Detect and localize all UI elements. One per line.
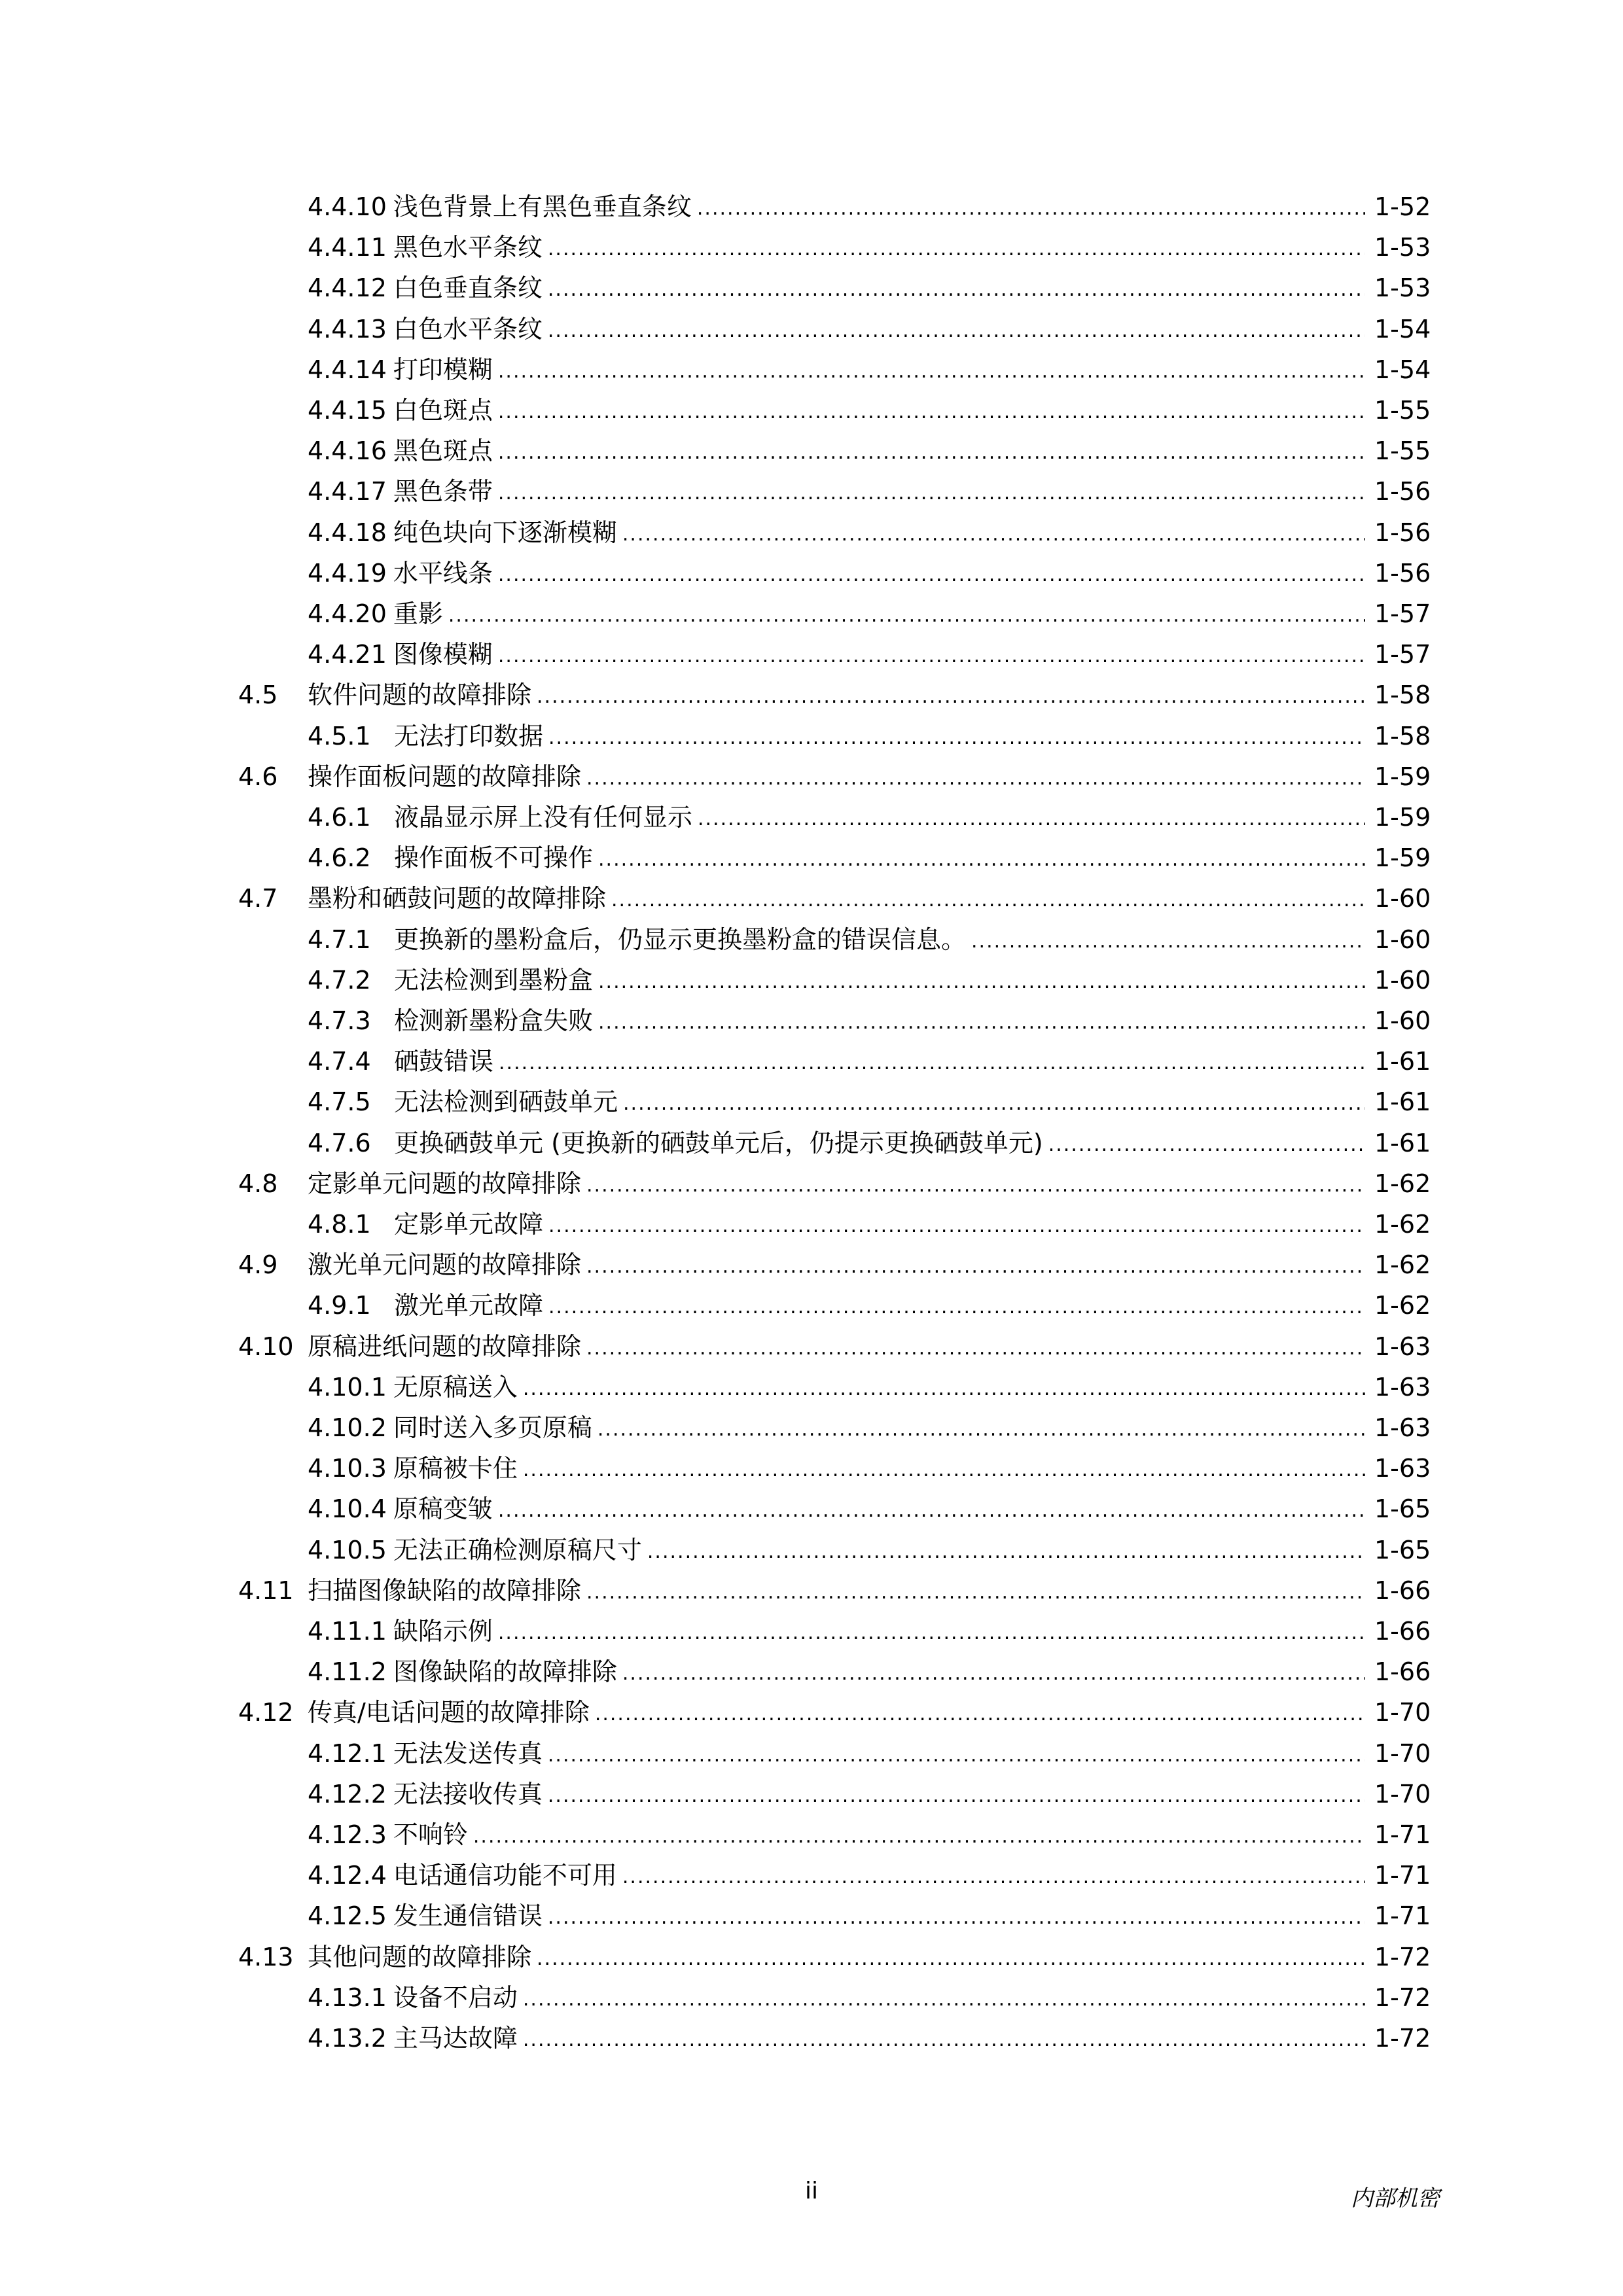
toc-entry-number: 4.10 [238,1332,294,1361]
toc-entry-number: 4.7.5 [308,1087,371,1117]
toc-subsection-entry[interactable] [238,1856,1429,1895]
toc-dot-leader [597,1408,1365,1447]
toc-entry-title: 操作面板问题的故障排除 [308,762,582,791]
toc-dot-leader [498,554,1365,593]
toc-subsection-entry[interactable] [238,1775,1429,1814]
toc-subsection-entry[interactable] [238,1815,1429,1854]
toc-entry-title: 墨粉和硒鼓问题的故障排除 [308,884,607,913]
toc-entry-page: 1-55 [1374,396,1431,425]
toc-entry-title: 无法打印数据 [394,721,544,751]
toc-entry-number: 4.7.2 [308,965,371,995]
toc-section-entry[interactable] [238,1327,1429,1366]
toc-entry-page: 1-55 [1374,436,1431,466]
toc-entry-number: 4.10.5 [308,1535,387,1564]
toc-entry-page: 1-66 [1374,1576,1431,1605]
toc-entry-title: 黑色斑点 [393,436,493,466]
toc-subsection-entry[interactable] [238,635,1429,674]
toc-subsection-entry[interactable] [238,228,1429,267]
toc-dot-leader [548,1896,1365,1935]
toc-dot-leader [523,1978,1365,2017]
toc-dot-leader [548,716,1365,756]
toc-entry-page: 1-71 [1374,1861,1431,1890]
toc-entry-title: 白色垂直条纹 [393,274,543,303]
toc-dot-leader [498,472,1365,511]
page-number: ii [804,2178,818,2204]
toc-dot-leader [548,1286,1365,1325]
toc-dot-leader [698,798,1365,837]
toc-section-entry[interactable] [238,757,1429,796]
toc-entry-title: 激光单元问题的故障排除 [308,1250,582,1280]
toc-entry-page: 1-66 [1374,1617,1431,1646]
toc-subsection-entry[interactable] [238,513,1429,552]
toc-subsection-entry[interactable] [238,1449,1429,1488]
toc-entry-title: 重影 [393,599,443,628]
toc-entry-number: 4.4.13 [308,314,387,344]
toc-entry-title: 不响铃 [393,1820,468,1849]
toc-entry-number: 4.8 [238,1169,278,1198]
toc-entry-title: 传真/电话问题的故障排除 [308,1698,590,1727]
toc-entry-number: 4.13.1 [308,1983,387,2012]
toc-entry-page: 1-54 [1374,355,1431,384]
toc-entry-page: 1-71 [1374,1820,1431,1849]
toc-dot-leader [498,350,1365,389]
toc-dot-leader [647,1530,1365,1570]
toc-entry-title: 主马达故障 [393,2024,518,2053]
toc-entry-page: 1-57 [1374,640,1431,669]
toc-subsection-entry[interactable] [238,798,1429,837]
toc-dot-leader [598,1001,1365,1040]
toc-dot-leader [586,1245,1365,1284]
toc-section-entry[interactable] [238,1245,1429,1284]
toc-entry-title: 浅色背景上有黑色垂直条纹 [393,192,692,221]
toc-entry-title: 黑色水平条纹 [393,233,543,262]
toc-entry-number: 4.12.1 [308,1739,387,1768]
toc-entry-page: 1-61 [1374,1087,1431,1117]
toc-section-entry[interactable] [238,1571,1429,1610]
toc-entry-title: 原稿进纸问题的故障排除 [308,1332,582,1361]
toc-entry-title: 定影单元故障 [394,1210,544,1239]
toc-entry-title: 图像模糊 [393,640,493,669]
toc-entry-number: 4.9 [238,1250,278,1280]
toc-entry-page: 1-62 [1374,1250,1431,1280]
toc-dot-leader [548,1205,1365,1244]
toc-dot-leader [448,594,1365,633]
toc-entry-page: 1-59 [1374,762,1431,791]
toc-section-entry[interactable] [238,1693,1429,1732]
toc-entry-page: 1-72 [1374,2024,1431,2053]
toc-entry-page: 1-72 [1374,1983,1431,2012]
toc-entry-number: 4.11.1 [308,1617,387,1646]
toc-entry-title: 无法正确检测原稿尺寸 [393,1535,642,1564]
toc-dot-leader [697,187,1365,226]
toc-entry-page: 1-65 [1374,1494,1431,1524]
toc-entry-title: 激光单元故障 [394,1291,544,1320]
toc-subsection-entry[interactable] [238,187,1429,226]
toc-entry-number: 4.5.1 [308,721,371,751]
toc-subsection-entry[interactable] [238,594,1429,633]
toc-entry-number: 4.7.6 [308,1128,371,1157]
toc-entry-page: 1-56 [1374,477,1431,506]
toc-entry-number: 4.10.4 [308,1494,387,1524]
toc-entry-title: 水平线条 [393,558,493,588]
toc-subsection-entry[interactable] [238,1896,1429,1935]
toc-subsection-entry[interactable] [238,920,1429,959]
toc-section-entry[interactable] [238,1937,1429,1977]
toc-entry-title: 同时送入多页原稿 [393,1413,592,1442]
toc-entry-page: 1-62 [1374,1291,1431,1320]
toc-entry-number: 4.10.1 [308,1372,387,1402]
toc-entry-title: 电话通信功能不可用 [393,1861,617,1890]
toc-dot-leader [586,757,1365,796]
toc-dot-leader [548,1775,1365,1814]
toc-entry-number: 4.6.2 [308,843,371,873]
toc-subsection-entry[interactable] [238,1042,1429,1081]
toc-subsection-entry[interactable] [238,2019,1429,2058]
toc-entry-number: 4.12.3 [308,1820,387,1849]
toc-subsection-entry[interactable] [238,391,1429,430]
toc-entry-page: 1-60 [1374,1006,1431,1035]
toc-entry-number: 4.11.2 [308,1657,387,1687]
toc-entry-page: 1-66 [1374,1657,1431,1687]
toc-entry-title: 发生通信错误 [393,1901,543,1931]
toc-section-entry[interactable] [238,1164,1429,1203]
toc-entry-page: 1-63 [1374,1332,1431,1361]
toc-entry-number: 4.6.1 [308,803,371,832]
toc-entry-title: 白色水平条纹 [393,314,543,344]
toc-entry-number: 4.8.1 [308,1210,371,1239]
toc-dot-leader [548,268,1365,308]
toc-entry-page: 1-63 [1374,1413,1431,1442]
toc-dot-leader [611,879,1365,918]
toc-subsection-entry[interactable] [238,1652,1429,1691]
toc-entry-number: 4.9.1 [308,1291,371,1320]
toc-dot-leader [498,635,1365,674]
toc-dot-leader [498,1489,1365,1528]
toc-entry-title: 设备不启动 [393,1983,518,2012]
toc-subsection-entry[interactable] [238,431,1429,470]
toc-dot-leader [622,1652,1365,1691]
toc-entry-page: 1-56 [1374,558,1431,588]
toc-entry-title: 原稿变皱 [393,1494,493,1524]
toc-entry-page: 1-58 [1374,721,1431,751]
toc-subsection-entry[interactable] [238,309,1429,349]
toc-entry-number: 4.7.4 [308,1047,371,1076]
toc-subsection-entry[interactable] [238,1205,1429,1244]
toc-entry-number: 4.4.16 [308,436,387,466]
toc-entry-title: 原稿被卡住 [393,1454,518,1483]
toc-entry-number: 4.4.15 [308,396,387,425]
toc-entry-number: 4.4.21 [308,640,387,669]
toc-subsection-entry[interactable] [238,350,1429,389]
toc-entry-number: 4.12.5 [308,1901,387,1931]
toc-dot-leader [971,920,1365,959]
toc-entry-number: 4.4.17 [308,477,387,506]
toc-subsection-entry[interactable] [238,1123,1429,1163]
toc-entry-page: 1-53 [1374,274,1431,303]
toc-dot-leader [523,1368,1365,1407]
toc-entry-page: 1-72 [1374,1942,1431,1971]
toc-entry-page: 1-60 [1374,925,1431,954]
toc-entry-page: 1-71 [1374,1901,1431,1931]
toc-entry-title: 打印模糊 [393,355,493,384]
toc-entry-page: 1-59 [1374,803,1431,832]
toc-entry-title: 液晶显示屏上没有任何显示 [394,803,693,832]
toc-entry-number: 4.12.2 [308,1779,387,1809]
toc-subsection-entry[interactable] [238,1734,1429,1773]
toc-dot-leader [586,1327,1365,1366]
toc-entry-page: 1-61 [1374,1047,1431,1076]
toc-section-entry[interactable] [238,879,1429,918]
toc-entry-title: 缺陷示例 [393,1617,493,1646]
toc-dot-leader [537,1937,1365,1977]
toc-dot-leader [595,1693,1365,1732]
toc-entry-title: 检测新墨粉盒失败 [394,1006,594,1035]
toc-dot-leader [548,228,1365,267]
toc-subsection-entry[interactable] [238,1530,1429,1570]
toc-dot-leader [586,1571,1365,1610]
toc-dot-leader [498,391,1365,430]
toc-entry-page: 1-56 [1374,518,1431,547]
toc-entry-number: 4.4.12 [308,274,387,303]
toc-dot-leader [537,675,1365,715]
toc-subsection-entry[interactable] [238,472,1429,511]
toc-entry-number: 4.4.18 [308,518,387,547]
toc-entry-page: 1-60 [1374,884,1431,913]
toc-entry-number: 4.12.4 [308,1861,387,1890]
toc-entry-number: 4.13 [238,1942,294,1971]
toc-entry-number: 4.10.2 [308,1413,387,1442]
toc-entry-number: 4.6 [238,762,278,791]
toc-entry-number: 4.12 [238,1698,294,1727]
toc-entry-title: 更换硒鼓单元 (更换新的硒鼓单元后，仍提示更换硒鼓单元) [394,1128,1043,1157]
toc-entry-number: 4.10.3 [308,1454,387,1483]
toc-entry-number: 4.4.20 [308,599,387,628]
toc-entry-number: 4.4.11 [308,233,387,262]
toc-entry-number: 4.7 [238,884,278,913]
toc-dot-leader [473,1815,1365,1854]
toc-subsection-entry[interactable] [238,1368,1429,1407]
toc-entry-title: 定影单元问题的故障排除 [308,1169,582,1198]
toc-entry-number: 4.13.2 [308,2024,387,2053]
toc-dot-leader [523,2019,1365,2058]
toc-subsection-entry[interactable] [238,1978,1429,2017]
toc-entry-title: 操作面板不可操作 [394,843,594,873]
toc-entry-title: 无法接收传真 [393,1779,543,1809]
toc-entry-title: 硒鼓错误 [394,1047,494,1076]
toc-dot-leader [622,1856,1365,1895]
toc-subsection-entry[interactable] [238,1489,1429,1528]
toc-dot-leader [499,1042,1365,1081]
toc-dot-leader [498,431,1365,470]
toc-entry-title: 纯色块向下逐渐模糊 [393,518,617,547]
toc-entry-title: 无法检测到硒鼓单元 [394,1087,618,1117]
toc-entry-title: 扫描图像缺陷的故障排除 [308,1576,582,1605]
toc-entry-page: 1-61 [1374,1128,1431,1157]
toc-entry-page: 1-62 [1374,1169,1431,1198]
toc-entry-title: 图像缺陷的故障排除 [393,1657,617,1687]
toc-dot-leader [598,961,1365,1000]
toc-entry-number: 4.7.1 [308,925,371,954]
toc-entry-number: 4.7.3 [308,1006,371,1035]
toc-entry-page: 1-63 [1374,1454,1431,1483]
confidential-label: 内部机密 [1351,2185,1440,2212]
toc-subsection-entry[interactable] [238,1286,1429,1325]
toc-entry-page: 1-59 [1374,843,1431,873]
toc-entry-page: 1-70 [1374,1698,1431,1727]
toc-entry-number: 4.11 [238,1576,294,1605]
toc-subsection-entry[interactable] [238,1408,1429,1447]
toc-entry-page: 1-60 [1374,965,1431,995]
toc-subsection-entry[interactable] [238,1001,1429,1040]
toc-subsection-entry[interactable] [238,268,1429,308]
toc-entry-number: 4.4.10 [308,192,387,221]
toc-dot-leader [1048,1123,1365,1163]
toc-entry-page: 1-58 [1374,680,1431,710]
toc-entry-page: 1-54 [1374,314,1431,344]
toc-entry-page: 1-70 [1374,1739,1431,1768]
toc-entry-page: 1-70 [1374,1779,1431,1809]
toc-entry-page: 1-65 [1374,1535,1431,1564]
toc-dot-leader [548,309,1365,349]
toc-entry-title: 无法发送传真 [393,1739,543,1768]
toc-subsection-entry[interactable] [238,716,1429,756]
toc-dot-leader [548,1734,1365,1773]
toc-entry-title: 软件问题的故障排除 [308,680,532,710]
toc-entry-page: 1-57 [1374,599,1431,628]
toc-entry-title: 更换新的墨粉盒后，仍显示更换墨粉盒的错误信息。 [394,925,967,954]
toc-entry-title: 其他问题的故障排除 [308,1942,532,1971]
toc-subsection-entry[interactable] [238,961,1429,1000]
toc-dot-leader [523,1449,1365,1488]
toc-dot-leader [623,1082,1365,1122]
toc-entry-number: 4.4.14 [308,355,387,384]
toc-dot-leader [598,838,1365,877]
toc-dot-leader [498,1612,1365,1651]
toc-subsection-entry[interactable] [238,838,1429,877]
toc-entry-title: 黑色条带 [393,477,493,506]
toc-dot-leader [586,1164,1365,1203]
toc-subsection-entry[interactable] [238,1612,1429,1651]
toc-entry-page: 1-63 [1374,1372,1431,1402]
toc-entry-number: 4.5 [238,680,278,710]
toc-entry-page: 1-62 [1374,1210,1431,1239]
toc-entry-number: 4.4.19 [308,558,387,588]
toc-entry-title: 白色斑点 [393,396,493,425]
toc-entry-page: 1-52 [1374,192,1431,221]
toc-entry-page: 1-53 [1374,233,1431,262]
toc-entry-title: 无法检测到墨粉盒 [394,965,594,995]
toc-entry-title: 无原稿送入 [393,1372,518,1402]
toc-subsection-entry[interactable] [238,1082,1429,1122]
toc-dot-leader [622,513,1365,552]
toc-subsection-entry[interactable] [238,554,1429,593]
toc-section-entry[interactable] [238,675,1429,715]
